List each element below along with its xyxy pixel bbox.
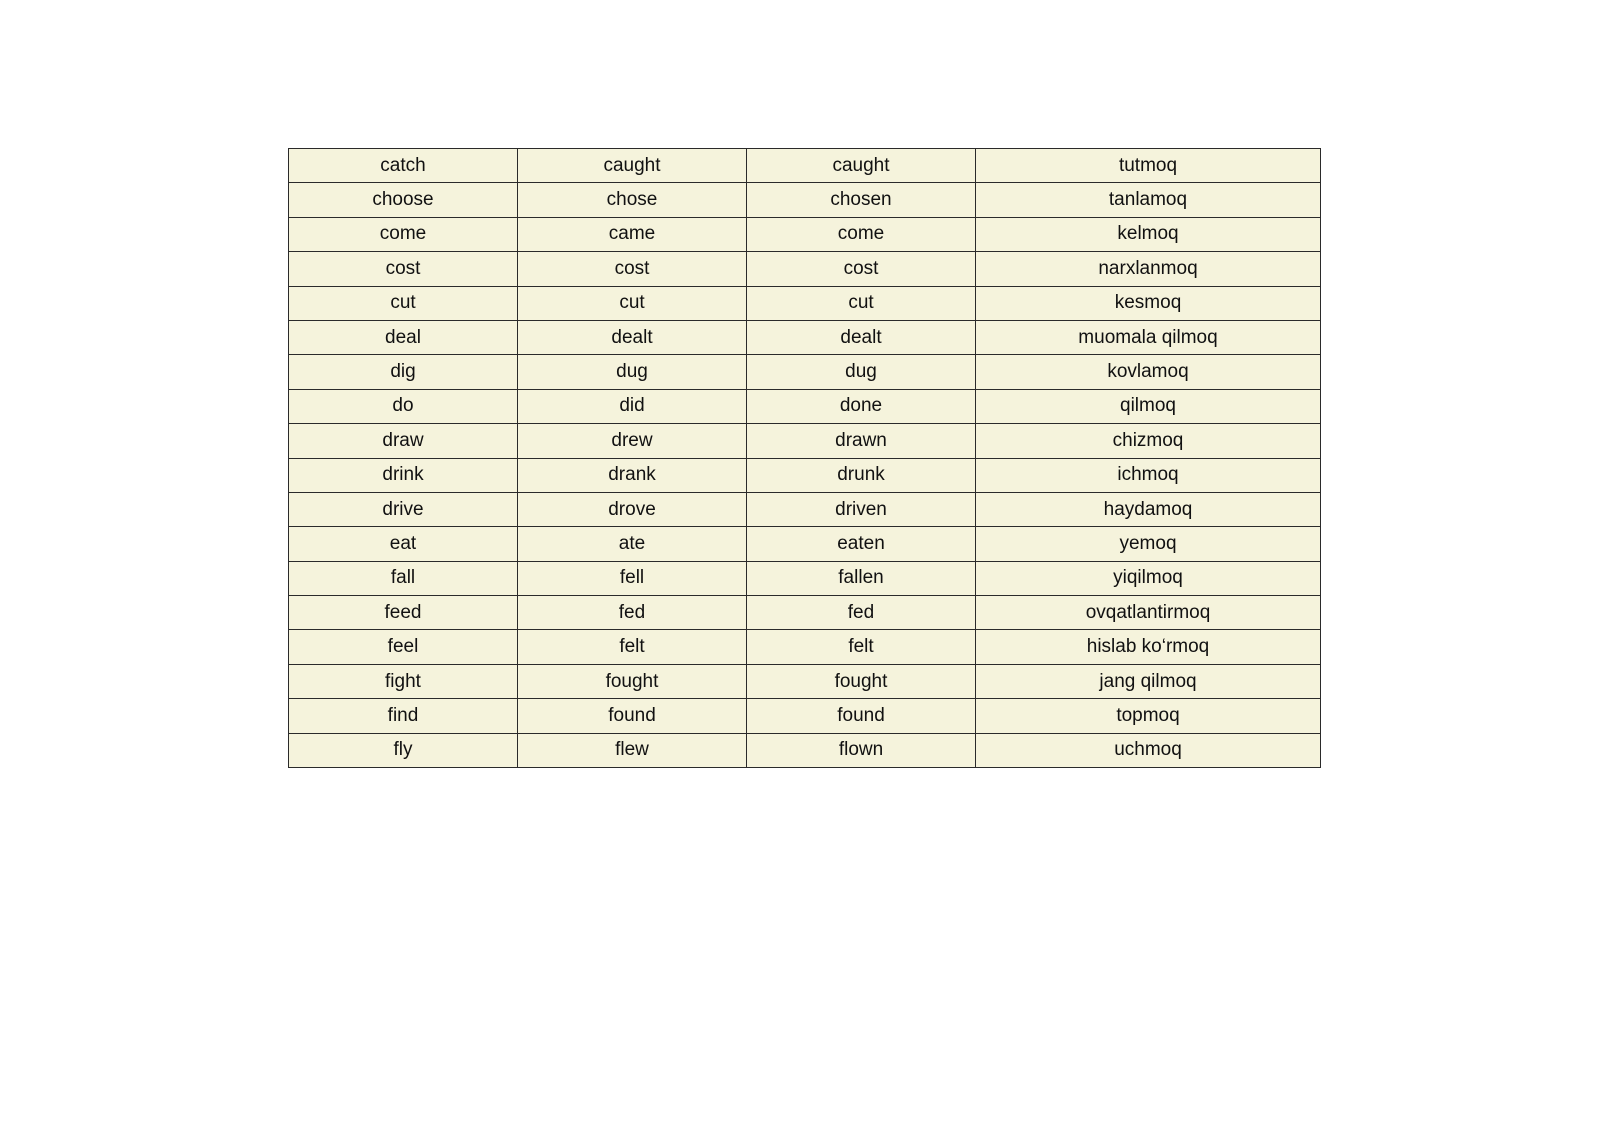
past-simple-cell: came <box>518 217 747 251</box>
past-participle-cell: fallen <box>747 561 976 595</box>
table-row <box>289 596 1321 630</box>
past-participle-cell: done <box>747 389 976 423</box>
translation-cell: tanlamoq <box>976 183 1321 217</box>
past-simple-cell: caught <box>518 149 747 183</box>
base-form-cell: draw <box>289 424 518 458</box>
translation-cell: haydamoq <box>976 492 1321 526</box>
past-simple-cell: drew <box>518 424 747 458</box>
translation-cell: uchmoq <box>976 733 1321 767</box>
base-form-cell: feed <box>289 596 518 630</box>
table-row <box>289 355 1321 389</box>
base-form-cell: cost <box>289 252 518 286</box>
base-form-cell: catch <box>289 149 518 183</box>
base-form-cell: deal <box>289 320 518 354</box>
base-form-cell: do <box>289 389 518 423</box>
translation-cell: muomala qilmoq <box>976 320 1321 354</box>
past-simple-cell: fought <box>518 664 747 698</box>
translation-cell: yemoq <box>976 527 1321 561</box>
past-simple-cell: cost <box>518 252 747 286</box>
past-participle-cell: caught <box>747 149 976 183</box>
past-participle-cell: flown <box>747 733 976 767</box>
translation-cell: kesmoq <box>976 286 1321 320</box>
past-simple-cell: fed <box>518 596 747 630</box>
past-simple-cell: drank <box>518 458 747 492</box>
past-simple-cell: cut <box>518 286 747 320</box>
past-simple-cell: fell <box>518 561 747 595</box>
past-participle-cell: chosen <box>747 183 976 217</box>
past-simple-cell: did <box>518 389 747 423</box>
base-form-cell: drive <box>289 492 518 526</box>
table-row <box>289 458 1321 492</box>
base-form-cell: dig <box>289 355 518 389</box>
past-participle-cell: come <box>747 217 976 251</box>
table-row <box>289 183 1321 217</box>
table-row <box>289 733 1321 767</box>
table-row <box>289 286 1321 320</box>
translation-cell: kelmoq <box>976 217 1321 251</box>
table-row <box>289 217 1321 251</box>
table-row <box>289 561 1321 595</box>
past-simple-cell: dealt <box>518 320 747 354</box>
past-simple-cell: dug <box>518 355 747 389</box>
table-row <box>289 424 1321 458</box>
past-participle-cell: eaten <box>747 527 976 561</box>
irregular-verbs-table <box>288 148 1321 768</box>
past-simple-cell: found <box>518 699 747 733</box>
base-form-cell: feel <box>289 630 518 664</box>
past-simple-cell: flew <box>518 733 747 767</box>
past-simple-cell: felt <box>518 630 747 664</box>
translation-cell: chizmoq <box>976 424 1321 458</box>
translation-cell: ichmoq <box>976 458 1321 492</box>
base-form-cell: come <box>289 217 518 251</box>
past-participle-cell: cost <box>747 252 976 286</box>
table-row <box>289 630 1321 664</box>
table-row <box>289 389 1321 423</box>
base-form-cell: cut <box>289 286 518 320</box>
table-row <box>289 252 1321 286</box>
past-participle-cell: cut <box>747 286 976 320</box>
translation-cell: narxlanmoq <box>976 252 1321 286</box>
base-form-cell: fight <box>289 664 518 698</box>
translation-cell: yiqilmoq <box>976 561 1321 595</box>
translation-cell: ovqatlantirmoq <box>976 596 1321 630</box>
past-participle-cell: dealt <box>747 320 976 354</box>
table-row <box>289 527 1321 561</box>
table-row <box>289 699 1321 733</box>
past-participle-cell: driven <box>747 492 976 526</box>
base-form-cell: fall <box>289 561 518 595</box>
past-participle-cell: dug <box>747 355 976 389</box>
translation-cell: qilmoq <box>976 389 1321 423</box>
past-simple-cell: chose <box>518 183 747 217</box>
translation-cell: tutmoq <box>976 149 1321 183</box>
table-row <box>289 149 1321 183</box>
past-simple-cell: drove <box>518 492 747 526</box>
table-row <box>289 492 1321 526</box>
base-form-cell: find <box>289 699 518 733</box>
table-row <box>289 664 1321 698</box>
translation-cell: topmoq <box>976 699 1321 733</box>
base-form-cell: drink <box>289 458 518 492</box>
past-participle-cell: felt <box>747 630 976 664</box>
table-row <box>289 320 1321 354</box>
base-form-cell: fly <box>289 733 518 767</box>
translation-cell: kovlamoq <box>976 355 1321 389</box>
past-participle-cell: drunk <box>747 458 976 492</box>
translation-cell: jang qilmoq <box>976 664 1321 698</box>
past-participle-cell: fought <box>747 664 976 698</box>
base-form-cell: eat <box>289 527 518 561</box>
past-participle-cell: fed <box>747 596 976 630</box>
verb-table-body <box>289 149 1321 768</box>
translation-cell: hislab ko‘rmoq <box>976 630 1321 664</box>
past-simple-cell: ate <box>518 527 747 561</box>
past-participle-cell: drawn <box>747 424 976 458</box>
base-form-cell: choose <box>289 183 518 217</box>
past-participle-cell: found <box>747 699 976 733</box>
